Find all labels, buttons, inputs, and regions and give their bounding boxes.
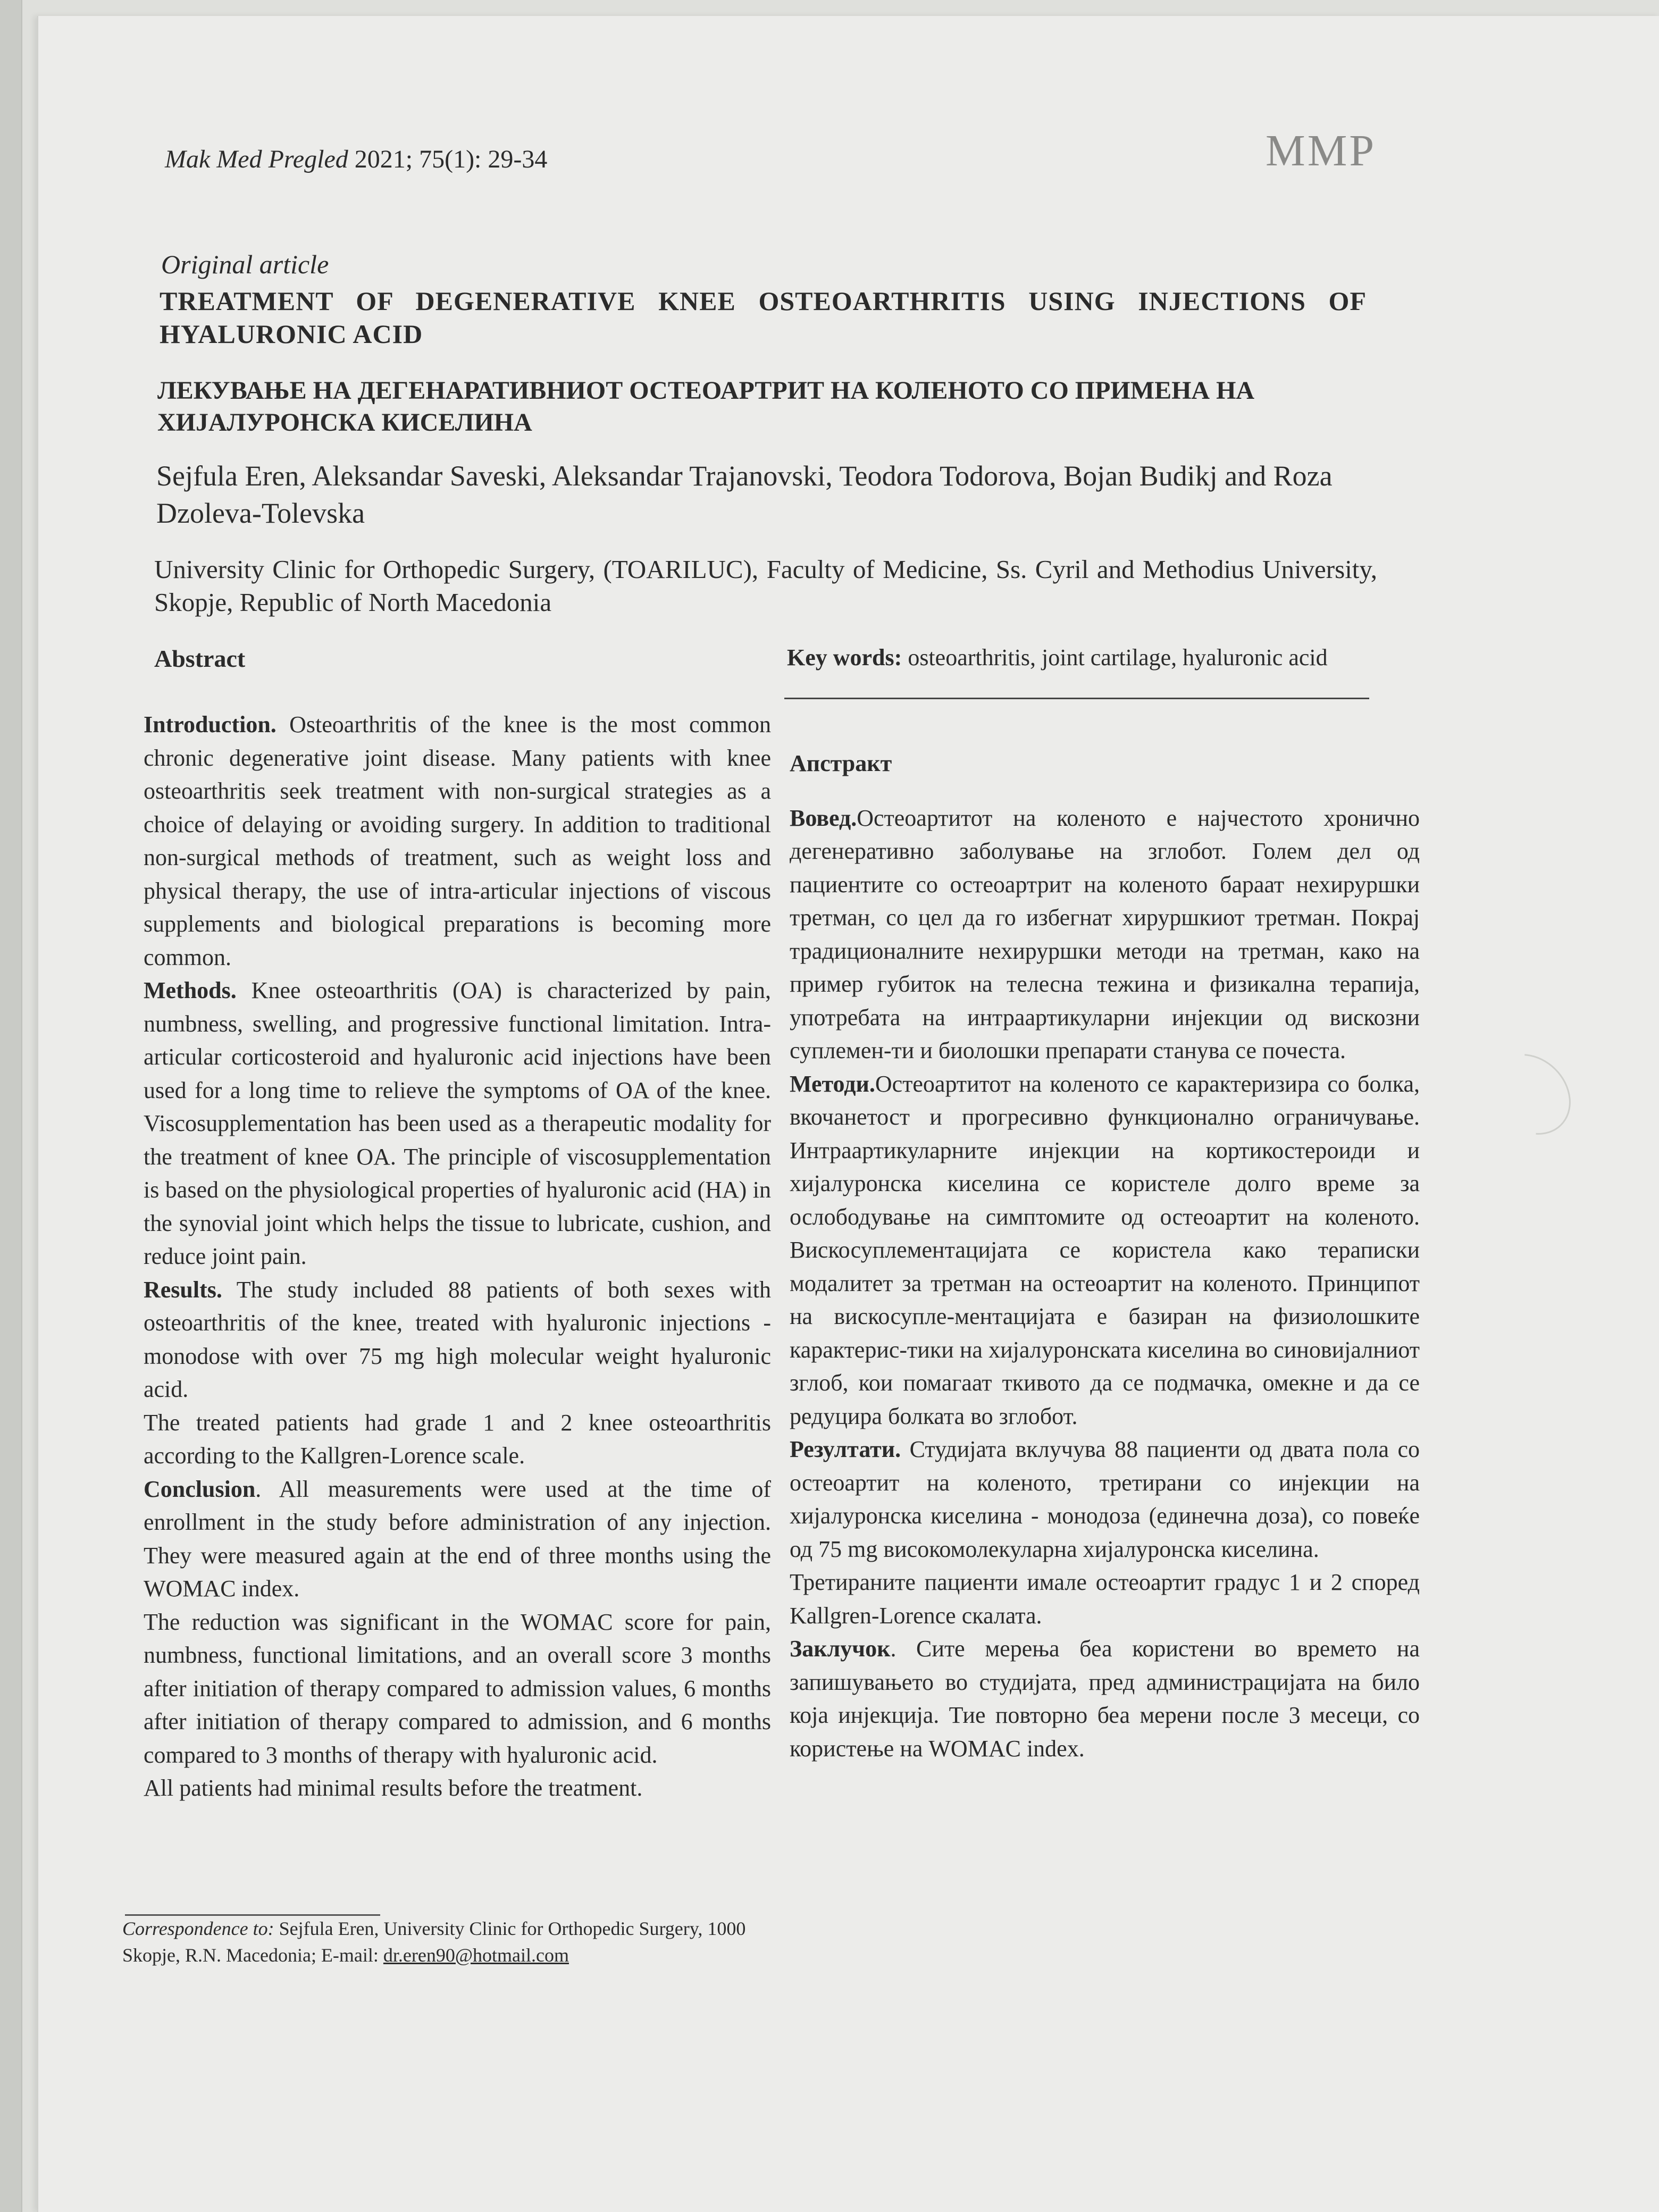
rezultati-label: Резултати. xyxy=(790,1436,901,1462)
conclusion-paragraph-2: The reduction was significant in the WOMAC score for pain, numbness, functional limitations, and an overall score 3 months after initiation of therapy compared to admission values, 6 months after initiation of therapy compared to admission, and 6 months compared to 3 months of therapy with hyaluronic acid. xyxy=(144,1608,771,1768)
results-paragraph xyxy=(144,1273,771,1406)
zaklucok-text: . Сите мерења беа користени во времето на запишувањето во студијата, пред администрацијата на било која инјекција. Тие повторно беа мерени после 3 месеци, со користење на WOMAC index. xyxy=(790,1636,1420,1762)
correspondence-email-link[interactable]: dr.eren90@hotmail.com xyxy=(383,1945,569,1966)
metodi-text: Остеоартитот на коленото се карактеризира со болка, вкочанетост и прогресивно функционално ограничување. Интраартикуларните инјекции на кортикостероиди и хијалуронска киселина се користеле долго време за ослободување на симптомите од остеоартит на коленото. Вискосуплементацијата се користела како тераписки модалитет за третман на остеоартит на коленото. Принципот на вискосупле-ментацијата е базиран на физиолошките карактерис-тики на хијалуронската киселина во синовијалниот зглоб, кои помагаат ткивото да се подмачка, омекне и да се редуцира болката во зглобот. xyxy=(790,1070,1420,1429)
vovedi-paragraph xyxy=(790,802,1420,1068)
journal-issue: 2021; 75(1): 29-34 xyxy=(354,145,548,173)
journal-logo: MMP xyxy=(1266,126,1377,175)
methods-text: Knee osteoarthritis (OA) is characterized by pain, numbness, swelling, and progressive functional limitation. Intra-articular corticosteroid and hyaluronic acid injections have been used for a long time to relieve the symptoms of OA of the knee. Viscosupplementation has been used as a therapeutic modality for the treatment of knee OA. The principle of viscosupplementation is based on the physiological properties of hyaluronic acid (HA) in the synovial joint which helps the tissue to lubricate, cushion, and reduce joint pain. xyxy=(144,977,771,1269)
abstract-english-column xyxy=(144,697,771,1805)
title-english: TREATMENT OF DEGENERATIVE KNEE OSTEOARTHRITIS USING INJECTIONS OF HYALURONIC ACID xyxy=(160,286,1367,349)
results-text: The study included 88 patients of both sexes with osteoarthritis of the knee, treated with hyaluronic injections - monodose with over 75 mg high molecular weight hyaluronic acid. xyxy=(144,1276,771,1402)
conclusion-paragraph xyxy=(144,1473,771,1606)
title-macedonian: ЛЕКУВАЊЕ НА ДЕГЕНАРАТИВНИОТ ОСТЕОАРТРИТ НА КОЛЕНОТО СО ПРИМЕНА НА ХИЈАЛУРОНСКА КИСЕЛИНА xyxy=(157,376,1255,437)
correspondence-footnote xyxy=(122,1915,771,1968)
affiliation: University Clinic for Orthopedic Surgery, (TOARILUC), Faculty of Medicine, Ss. Cyril and Methodius University, Skopje, Republic of North Macedonia xyxy=(154,555,1377,617)
rezultati-paragraph-2: Третираните пациенти имале остеоартит градус 1 и 2 според Kallgren-Lorence скалата. xyxy=(790,1569,1420,1629)
conclusion-paragraph-3: All patients had minimal results before the treatment. xyxy=(144,1775,643,1801)
methods-label: Methods. xyxy=(144,977,237,1003)
zaklucok-paragraph xyxy=(790,1632,1420,1765)
vovedi-label: Вовед. xyxy=(790,805,857,831)
keywords-text: osteoarthritis, joint cartilage, hyaluronic acid xyxy=(902,644,1328,671)
results-paragraph-2: The treated patients had grade 1 and 2 knee osteoarthritis according to the Kallgren-Lorence scale. xyxy=(144,1409,771,1469)
metodi-paragraph xyxy=(790,1068,1420,1434)
vovedi-text: Остеоартитот на коленото е најчестото хронично дегенеративно заболување на зглобот. Голем дел од пациентите со остеоартрит на коленото бараат нехируршки третман, со цел да го избегнат хируршкиот третман. Покрај традиционалните нехируршки методи на третман, како на пример губиток на телесна тежина и физикална терапија, употребата на интраартикуларни инјекции од вискозни суплемен-ти и биолошки препарати станува се почеста. xyxy=(790,805,1420,1063)
journal-reference xyxy=(165,145,547,174)
apstrakt-heading: Апстракт xyxy=(790,750,892,776)
introduction-paragraph xyxy=(144,708,771,974)
rezultati-text: Студијата вклучува 88 пациенти од двата пола со остеоартит на коленото, третирани со инјекции на хијалуронска киселина - монодоза (единечна доза), со повеќе од 75 mg високомолекуларна хијалуронска киселина. xyxy=(790,1436,1420,1562)
abstract-macedonian-column xyxy=(790,747,1420,1765)
authors: Sejfula Eren, Aleksandar Saveski, Aleksandar Trajanovski, Teodora Todorova, Bojan Budikj and Roza Dzoleva-Tolevska xyxy=(156,460,1333,529)
rezultati-paragraph xyxy=(790,1433,1420,1566)
introduction-text: Osteoarthritis of the knee is the most common chronic degenerative joint disease. Many patients with knee osteoarthritis seek treatment with non-surgical strategies as a choice of delaying or avoiding surgery. In addition to traditional non-surgical methods of treatment, such as weight loss and physical therapy, the use of intra-articular injections of viscous supplements and biological preparations is becoming more common. xyxy=(144,711,771,970)
correspondence-text: Sejfula Eren, University Clinic for Orthopedic Surgery, 1000 Skopje, R.N. Macedonia; E-mail: xyxy=(122,1918,746,1966)
keywords xyxy=(787,643,1382,672)
correspondence-label: Correspondence to: xyxy=(122,1918,274,1939)
conclusion-text: . All measurements were used at the time of enrollment in the study before administration of any injection. They were measured again at the end of three months using the WOMAC index. xyxy=(144,1476,771,1602)
zaklucok-label: Заклучок xyxy=(790,1636,891,1662)
metodi-label: Методи. xyxy=(790,1070,875,1097)
article-type: Original article xyxy=(161,249,329,279)
conclusion-label: Conclusion xyxy=(144,1476,256,1502)
journal-name: Mak Med Pregled xyxy=(165,145,348,173)
keywords-label: Key words: xyxy=(787,644,902,671)
methods-paragraph xyxy=(144,974,771,1273)
abstract-heading: Abstract xyxy=(154,645,246,672)
results-label: Results. xyxy=(144,1276,222,1303)
introduction-label: Introduction. xyxy=(144,711,276,738)
keywords-divider xyxy=(784,698,1369,699)
